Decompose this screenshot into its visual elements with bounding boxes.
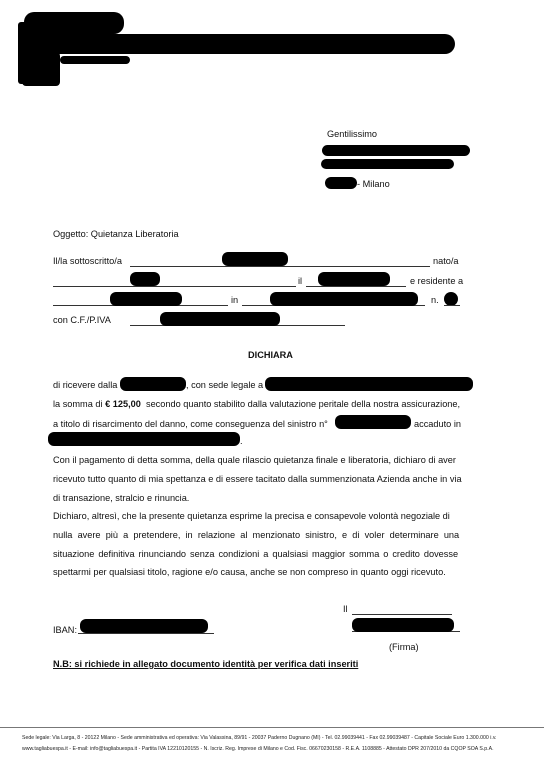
date-line [352, 614, 452, 615]
redacted-birthplace [130, 272, 160, 286]
redacted-recipient-name [322, 145, 470, 156]
salutation: Gentilissimo [327, 129, 378, 139]
firma-label: (Firma) [389, 642, 419, 652]
body-p3-line-4: spettarmi per qualsiasi titolo, ragione e/o causa, anche se non compreso in quanto oggi ricevuto. [53, 567, 446, 577]
iban-label: IBAN: [53, 625, 77, 635]
redacted-claim-number [335, 415, 411, 429]
born-label: nato/a [433, 256, 459, 266]
redacted-recipient-cap [325, 177, 357, 189]
date-place-label: Il [343, 604, 348, 614]
body-line-4-dot: . [240, 436, 243, 446]
redacted-logo [0, 0, 544, 100]
footer-divider [0, 727, 544, 728]
footer-line-2: www.tagliabuespa.it - E-mail: info@tagliabuespa.it - Partita IVA 12210120155 - N. Iscriz. Reg. Imprese di Milano e Cod. Fisc. 06670230158 - R.E.A. 1108885 - Attestato DPR 207/2010 da CQOP SOA S.p.A. [22, 746, 494, 752]
house-number-line [444, 305, 460, 306]
n-label: n. [431, 295, 439, 305]
birthplace-line [53, 286, 296, 287]
body-p3-line-3: situazione definitiva rinunciando senza condizioni a qualsiasi maggior somma o credito dovesse [53, 549, 459, 559]
signer-name-line [130, 266, 430, 267]
body-line-1b: , con sede legale a [186, 380, 264, 390]
redacted-company [120, 377, 186, 391]
in-label: in [231, 295, 239, 305]
redacted-signature [352, 618, 454, 632]
body-p2-line-3: di transazione, stralcio e rinuncia. [53, 493, 190, 503]
redacted-residence-address [270, 292, 418, 306]
footer-line-1: Sede legale: Via Larga, 8 - 20122 Milano - Sede amministrativa ed operativa: Via Valassina, 89/91 - 20037 Paderno Dugnano (MI) - Tel. 02.99039441 - Fax 02.99039487 - Capitale Sociale Euro 1.300.000 i.v. [22, 735, 497, 741]
note: N.B: si richiede in allegato documento identità per verifica dati inseriti [53, 659, 359, 669]
redacted-cf [160, 312, 280, 326]
body-line-1a: di ricevere dalla [53, 380, 118, 390]
redacted-residence-city [110, 292, 182, 306]
body-line-2: la somma di € 125,00 secondo quanto stabilito dalla valutazione peritale della nostra assicurazione, [53, 399, 461, 409]
cf-label: con C.F./P.IVA [53, 315, 111, 325]
resident-label: e residente a [410, 276, 464, 286]
body-p3-line-1: Dichiaro, altresì, che la presente quietanza esprime la precisa e consapevole volontà negoziale di [53, 511, 450, 521]
il-label: il [298, 276, 303, 286]
declares-heading: DICHIARA [248, 350, 293, 360]
body-p3-line-2: nulla avere più a pretendere, in relazione al menzionato sinistro, e di voler determinare una [53, 530, 460, 540]
body-p2-line-2: ricevuto tutto quanto di mia spettanza e di essere tacitato dalla summenzionata Azienda anche in via [53, 474, 462, 484]
redacted-incident-place [48, 432, 240, 446]
redacted-recipient-street [321, 159, 454, 169]
body-line-3b: accaduto in [414, 419, 461, 429]
signer-label: Il/la sottoscritto/a [53, 256, 122, 266]
redacted-company-address [265, 377, 473, 391]
subject: Oggetto: Quietanza Liberatoria [53, 229, 179, 239]
iban-line [78, 633, 214, 634]
recipient-city: - Milano [357, 179, 390, 189]
body-p2-line-1: Con il pagamento di detta somma, della quale rilascio quietanza finale e liberatoria, dichiaro di aver [53, 455, 456, 465]
birthdate-line [306, 286, 406, 287]
redacted-birthdate [318, 272, 390, 286]
body-line-3a: a titolo di risarcimento del danno, come conseguenza del sinistro n° [53, 419, 328, 429]
redacted-house-number [444, 292, 458, 306]
redacted-signer-name [222, 252, 288, 266]
redacted-iban [80, 619, 208, 633]
